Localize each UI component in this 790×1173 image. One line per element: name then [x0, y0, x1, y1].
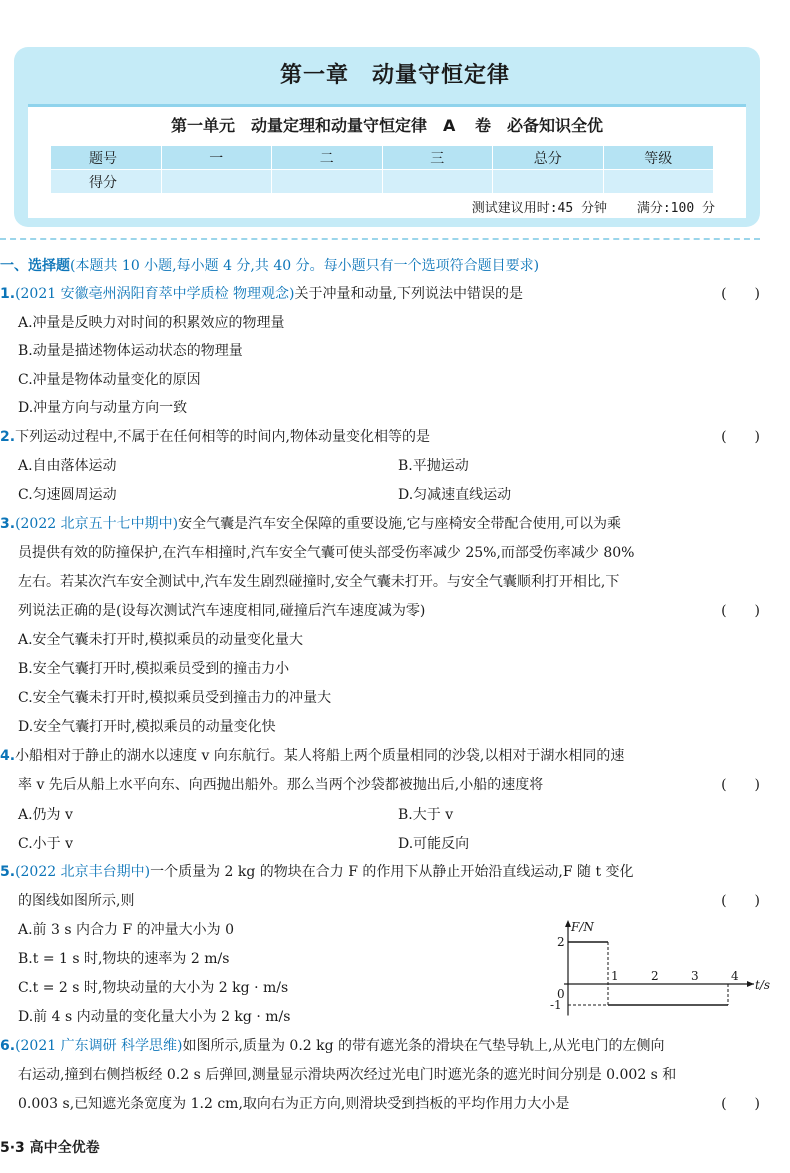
option-b: B.大于 v	[398, 807, 454, 823]
score-table-header-row	[51, 146, 714, 170]
x-tick-label: 4	[731, 969, 739, 983]
answer-blank[interactable]: ( )	[721, 893, 760, 909]
question-text: 0.003 s,已知遮光条宽度为 1.2 cm,取向右为正方向,则滑块受到挡板的平均作用力大小是	[18, 1096, 570, 1112]
score-cell-input[interactable]	[382, 170, 493, 194]
question-1-stem	[0, 284, 770, 304]
question-number: 6.	[0, 1038, 16, 1054]
option-b: B.平抛运动	[398, 458, 469, 474]
score-table-cell: 三	[382, 146, 493, 170]
option-c: C.安全气囊未打开时,模拟乘员受到撞击力的冲量大	[18, 690, 332, 706]
y-tick-label: -1	[550, 998, 562, 1012]
question-text: 列说法正确的是(设每次测试汽车速度相同,碰撞后汽车速度减为零)	[18, 603, 426, 619]
unit-title-divider	[28, 104, 746, 107]
option-a: A.安全气囊未打开时,模拟乘员的动量变化量大	[18, 632, 304, 648]
question-4-stem-end	[18, 775, 770, 795]
x-axis-arrow	[747, 981, 754, 987]
section-divider	[0, 238, 760, 240]
question-4-stem	[0, 746, 770, 766]
option-b: B.t = 1 s 时,物块的速率为 2 m/s	[18, 951, 230, 967]
question-5-stem-end	[18, 891, 770, 911]
answer-blank[interactable]: ( )	[721, 429, 760, 445]
option-d: D.安全气囊打开时,模拟乘员的动量变化快	[18, 719, 276, 735]
y-axis-label: F/N	[571, 920, 594, 934]
question-source: (2022 北京丰台期中)	[15, 864, 151, 880]
question-3-stem-end	[18, 601, 770, 621]
option-b: B.动量是描述物体运动状态的物理量	[18, 343, 243, 359]
answer-blank[interactable]: ( )	[721, 603, 760, 619]
unit-title: 第一单元 动量定理和动量守恒定律 A 卷 必备知识全优	[171, 116, 603, 135]
score-cell-input[interactable]	[272, 170, 383, 194]
question-6-stem	[0, 1036, 770, 1056]
question-text: 左右。若某次汽车安全测试中,汽车发生剧烈碰撞时,安全气囊未打开。与安全气囊顺利打开相比,下	[18, 574, 620, 590]
score-table	[50, 145, 714, 194]
question-text: 员提供有效的防撞保护,在汽车相撞时,汽车安全气囊可使头部受伤率减少 25%,而部受伤率减少 80%	[18, 545, 635, 561]
option-b: B.安全气囊打开时,模拟乘员受到的撞击力小	[18, 661, 290, 677]
x-tick-label: 2	[651, 969, 659, 983]
section-heading	[0, 255, 539, 275]
full-score: 满分:100 分	[636, 201, 715, 216]
question-6-stem-end	[18, 1094, 770, 1114]
question-text: 小船相对于静止的湖水以速度 v 向东航行。某人将船上两个质量相同的沙袋,以相对于湖水相同的速	[15, 748, 625, 764]
option-c: C.t = 2 s 时,物块动量的大小为 2 kg · m/s	[18, 980, 289, 996]
answer-blank[interactable]: ( )	[721, 777, 760, 793]
y-tick-label: 2	[557, 935, 565, 949]
option-a: A.自由落体运动	[18, 458, 117, 474]
question-number: 1.	[0, 286, 16, 302]
option-d: D.匀减速直线运动	[398, 487, 512, 503]
option-d: D.冲量方向与动量方向一致	[18, 400, 188, 416]
answer-blank[interactable]: ( )	[721, 286, 760, 302]
score-cell-input[interactable]	[161, 170, 272, 194]
question-text: 如图所示,质量为 0.2 kg 的带有遮光条的滑块在气垫导轨上,从光电门的左侧向	[182, 1038, 665, 1054]
y-tick-label: 0	[557, 987, 565, 1001]
question-text: 安全气囊是汽车安全保障的重要设施,它与座椅安全带配合使用,可以为乘	[178, 516, 621, 532]
question-text: 率 v 先后从船上水平向东、向西抛出船外。那么当两个沙袋都被抛出后,小船的速度将	[18, 777, 544, 793]
option-a: A.仍为 v	[18, 807, 73, 823]
score-table-cell: 等级	[603, 146, 714, 170]
question-source: (2021 安徽亳州涡阳育萃中学质检 物理观念)	[15, 286, 295, 302]
section-title: 一、选择题	[0, 258, 70, 274]
option-c: C.小于 v	[18, 836, 74, 852]
chapter-title: 第一章 动量守恒定律	[279, 63, 510, 88]
score-table-score-row	[51, 170, 714, 194]
question-5-stem	[0, 862, 770, 882]
option-d: D.前 4 s 内动量的变化量大小为 2 kg · m/s	[18, 1009, 291, 1025]
test-info	[450, 197, 715, 216]
score-cell-input[interactable]	[603, 170, 714, 194]
question-text: 一个质量为 2 kg 的物块在合力 F 的作用下从静止开始沿直线运动,F 随 t 变化	[150, 864, 634, 880]
x-axis-label: t/s	[755, 978, 771, 992]
option-c: C.匀速圆周运动	[18, 487, 117, 503]
footer-brand: 5·3 高中全优卷	[0, 1140, 100, 1156]
answer-blank[interactable]: ( )	[721, 1096, 760, 1112]
section-subtitle: (本题共 10 小题,每小题 4 分,共 40 分。每小题只有一个选项符合题目要求)	[70, 258, 540, 274]
x-tick-label: 1	[611, 969, 619, 983]
question-text: 下列运动过程中,不属于在任何相等的时间内,物体动量变化相等的是	[15, 429, 430, 445]
force-time-chart	[546, 918, 771, 1030]
question-number: 2.	[0, 429, 16, 445]
score-table-cell: 总分	[493, 146, 604, 170]
score-table-cell: 题号	[51, 146, 162, 170]
option-d: D.可能反向	[398, 836, 470, 852]
x-tick-label: 3	[691, 969, 699, 983]
score-table-cell: 一	[161, 146, 272, 170]
score-table-cell: 得分	[51, 170, 162, 194]
question-source: (2022 北京五十七中期中)	[15, 516, 179, 532]
score-table-cell: 二	[272, 146, 383, 170]
question-number: 3.	[0, 516, 16, 532]
question-text: 右运动,撞到右侧挡板经 0.2 s 后弹回,测量显示滑块两次经过光电门时遮光条的遮光时间分别是 0.002 s 和	[18, 1067, 677, 1083]
option-a: A.冲量是反映力对时间的积累效应的物理量	[18, 315, 285, 331]
question-2-stem	[0, 427, 770, 447]
question-text: 关于冲量和动量,下列说法中错误的是	[294, 286, 523, 302]
test-time: 测试建议用时:45 分钟	[471, 201, 608, 216]
question-3-stem	[0, 514, 770, 534]
option-a: A.前 3 s 内合力 F 的冲量大小为 0	[18, 922, 234, 938]
question-source: (2021 广东调研 科学思维)	[15, 1038, 183, 1054]
score-cell-input[interactable]	[493, 170, 604, 194]
option-c: C.冲量是物体动量变化的原因	[18, 372, 201, 388]
question-number: 4.	[0, 748, 16, 764]
question-number: 5.	[0, 864, 16, 880]
question-text: 的图线如图所示,则	[18, 893, 135, 909]
